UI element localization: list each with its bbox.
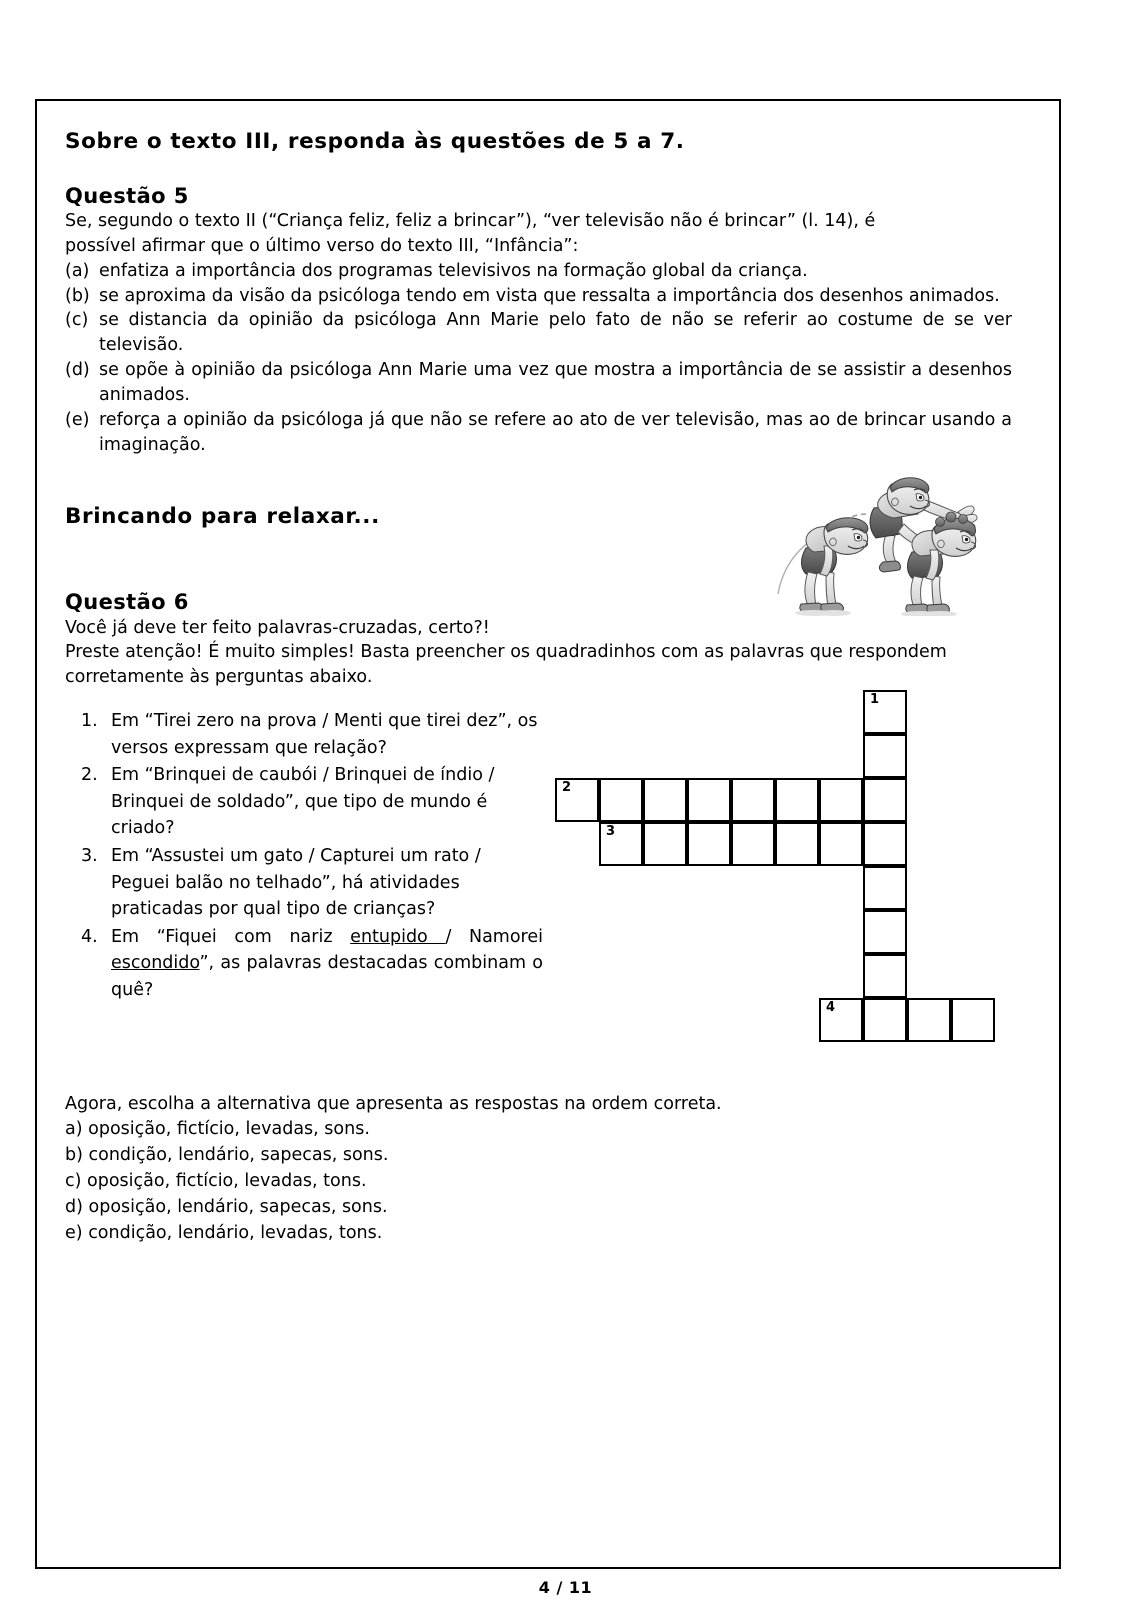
crossword-cell-4-across-1[interactable] xyxy=(819,998,863,1042)
clue-number: 1. xyxy=(81,711,98,732)
clue-number: 2. xyxy=(81,765,98,786)
clue-text-before: Em “Fiquei com nariz xyxy=(111,926,351,947)
crossword-cell-2-across-7[interactable] xyxy=(819,778,863,822)
option-text: reforça a opinião da psicóloga já que não se refere ao ato de ver televisão, mas ao de brincar usando a imaginação. xyxy=(99,409,1012,455)
final-option-text: oposição, fictício, levadas, tons. xyxy=(87,1170,367,1191)
crossword-cell-1-down-7[interactable] xyxy=(863,954,907,998)
crossword-cell-1-down-6[interactable] xyxy=(863,910,907,954)
clue-text: Em “Tirei zero na prova / Menti que tirei dez”, os versos expressam que relação? xyxy=(111,711,538,758)
crossword-number-1: 1 xyxy=(870,692,880,708)
crossword-cell-1-down-1[interactable] xyxy=(863,690,907,734)
crossword-number-3: 3 xyxy=(606,824,616,840)
crossword-cell-4-across-4[interactable] xyxy=(951,998,995,1042)
clues-and-crossword xyxy=(65,692,1012,1080)
final-option-label: d) xyxy=(65,1196,83,1217)
crossword-cell-2-across-4[interactable] xyxy=(687,778,731,822)
crossword-cell-3-across-2[interactable] xyxy=(643,822,687,866)
final-option-text: condição, lendário, sapecas, sons. xyxy=(88,1144,389,1165)
final-option-a[interactable] xyxy=(65,1117,1012,1143)
leapfrog-children-illustration xyxy=(770,476,1002,616)
crossword-cell-2-across-6[interactable] xyxy=(775,778,819,822)
crossword-cell-1-down-5[interactable] xyxy=(863,866,907,910)
page-footer: 4 / 11 xyxy=(538,1578,593,1597)
question5-option-b[interactable] xyxy=(65,284,1012,309)
crossword-cell-2-across-3[interactable] xyxy=(643,778,687,822)
question6-intro-line1: Você já deve ter feito palavras-cruzadas, certo?! xyxy=(65,617,490,638)
crossword-cell-3-across-6[interactable] xyxy=(819,822,863,866)
question5-options xyxy=(65,259,1012,458)
crossword-number-4: 4 xyxy=(826,1000,836,1016)
option-text: se aproxima da visão da psicóloga tendo em vista que ressalta a importância dos desenhos animados. xyxy=(99,285,1000,306)
final-option-text: oposição, lendário, sapecas, sons. xyxy=(88,1196,388,1217)
option-label: (c) xyxy=(65,310,89,331)
crossword-cell-3-across-5[interactable] xyxy=(775,822,819,866)
clue-text xyxy=(111,924,543,1004)
final-option-c[interactable] xyxy=(65,1169,1012,1195)
clue-text: Em “Assustei um gato / Capturei um rato / Peguei balão no telhado”, há atividades praticadas por qual tipo de crianças? xyxy=(111,846,481,920)
crossword-cell-4-across-3[interactable] xyxy=(907,998,951,1042)
crossword-cell-1-down-3[interactable] xyxy=(863,778,907,822)
option-label: (b) xyxy=(65,285,90,306)
crossword-cell-2-across-1[interactable] xyxy=(555,778,599,822)
option-text: enfatiza a importância dos programas televisivos na formação global da criança. xyxy=(99,260,808,281)
clue-item-2 xyxy=(81,762,543,842)
section-header: Sobre o texto III, responda às questões de 5 a 7. xyxy=(65,129,685,154)
crossword-number-2: 2 xyxy=(562,780,572,796)
question5-title: Questão 5 xyxy=(65,183,189,208)
closing-prompt: Agora, escolha a alternativa que apresenta as respostas na ordem correta. xyxy=(65,1094,722,1115)
option-label: (e) xyxy=(65,409,90,430)
final-option-d[interactable] xyxy=(65,1195,1012,1221)
final-option-b[interactable] xyxy=(65,1143,1012,1169)
clue-number: 3. xyxy=(81,846,98,867)
final-option-text: condição, lendário, levadas, tons. xyxy=(88,1222,383,1243)
crossword-grid[interactable] xyxy=(555,690,975,1080)
clue-underlined-escondido: escondido xyxy=(111,953,200,974)
final-option-text: oposição, fictício, levadas, sons. xyxy=(88,1118,370,1139)
option-text: se distancia da opinião da psicóloga Ann Marie pelo fato de não se referir ao costume de se ver televisão. xyxy=(99,310,1012,356)
crossword-cell-3-across-4[interactable] xyxy=(731,822,775,866)
final-option-label: e) xyxy=(65,1222,83,1243)
question6-title: Questão 6 xyxy=(65,590,189,615)
relax-header: Brincando para relaxar... xyxy=(65,503,380,529)
question5-option-c[interactable] xyxy=(65,308,1012,358)
final-option-label: b) xyxy=(65,1144,83,1165)
question5-stem-line2: possível afirmar que o último verso do texto III, “Infância”: xyxy=(65,235,579,256)
option-label: (d) xyxy=(65,360,90,381)
question5-stem-line1: Se, segundo o texto II (“Criança feliz, feliz a brincar”), “ver televisão não é brincar” (l. 14), é xyxy=(65,211,876,232)
final-options xyxy=(65,1117,1012,1246)
crossword-cell-2-across-5[interactable] xyxy=(731,778,775,822)
crossword-cell-1-down-2[interactable] xyxy=(863,734,907,778)
final-option-label: c) xyxy=(65,1170,82,1191)
clue-number: 4. xyxy=(81,926,98,947)
clue-item-1 xyxy=(81,708,543,761)
final-option-label: a) xyxy=(65,1118,83,1139)
crossword-clue-list xyxy=(81,708,543,1005)
question5-option-d[interactable] xyxy=(65,358,1012,408)
crossword-cell-2-across-2[interactable] xyxy=(599,778,643,822)
clue-item-3 xyxy=(81,843,543,923)
option-label: (a) xyxy=(65,260,90,281)
crossword-cell-4-across-2[interactable] xyxy=(863,998,907,1042)
clue-text-middle: / Namorei xyxy=(445,926,543,947)
question6-intro-line2: Preste atenção! É muito simples! Basta preencher os quadradinhos com as palavras que respondem xyxy=(65,642,947,663)
option-text: se opõe à opinião da psicóloga Ann Marie uma vez que mostra a importância de se assistir a desenhos animados. xyxy=(99,360,1012,405)
crossword-cell-3-across-1[interactable] xyxy=(599,822,643,866)
page-frame xyxy=(35,99,1061,1569)
question5-option-e[interactable] xyxy=(65,408,1012,458)
clue-underlined-entupido: entupido xyxy=(350,926,446,947)
crossword-cell-1-down-4[interactable] xyxy=(863,822,907,866)
clue-item-4 xyxy=(81,924,543,1004)
crossword-cell-3-across-3[interactable] xyxy=(687,822,731,866)
question6-intro-line3: corretamente às perguntas abaixo. xyxy=(65,667,373,688)
clue-text: Em “Brinquei de caubói / Brinquei de índio / Brinquei de soldado”, que tipo de mundo é criado? xyxy=(111,765,495,839)
question5-option-a[interactable] xyxy=(65,259,1012,284)
clue-text-after: ”, as palavras destacadas combinam o quê? xyxy=(111,953,543,1001)
page-content xyxy=(65,129,1012,1246)
final-option-e[interactable] xyxy=(65,1221,1012,1247)
